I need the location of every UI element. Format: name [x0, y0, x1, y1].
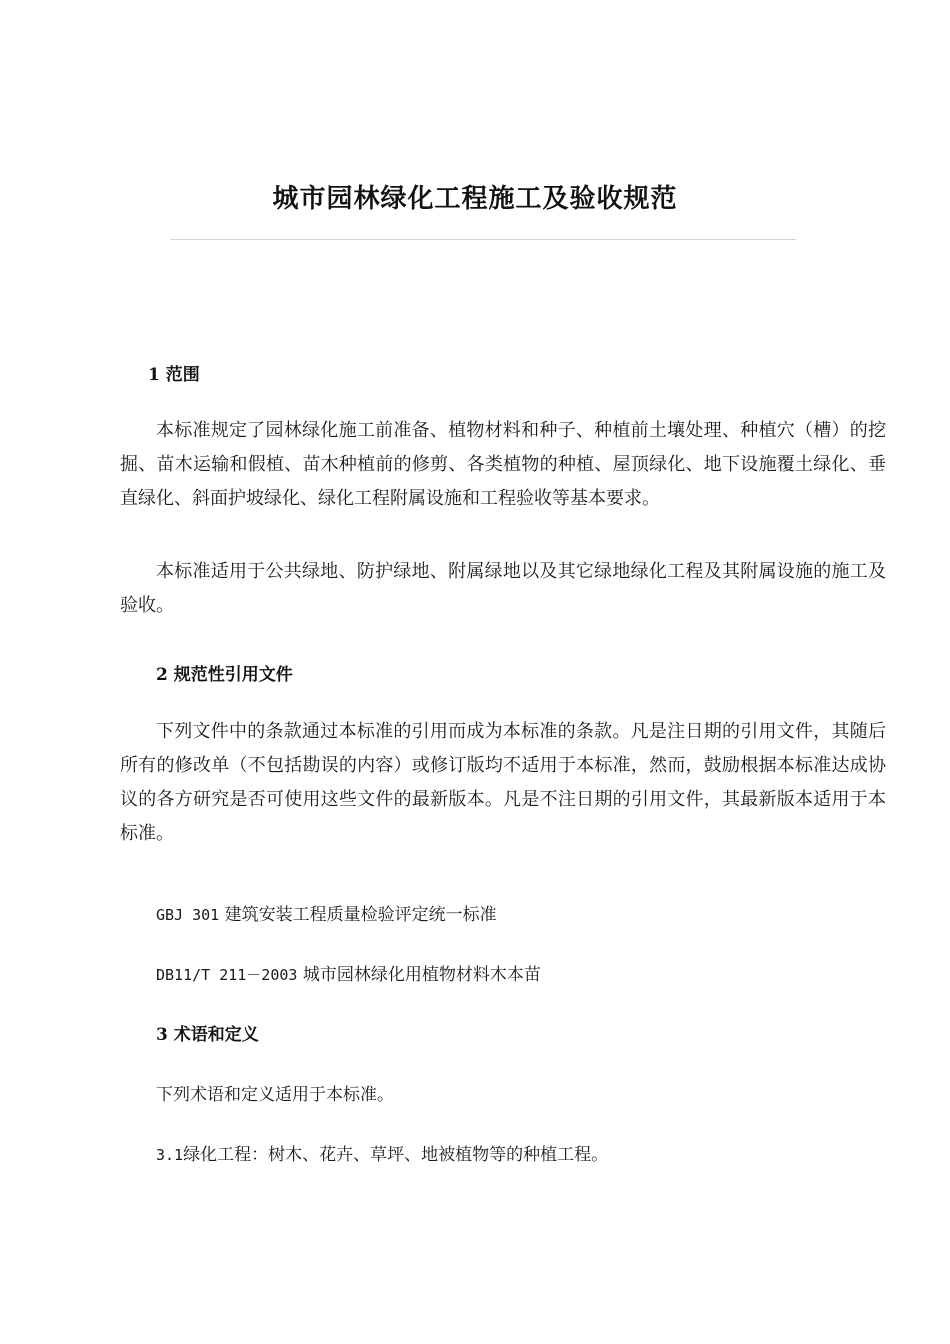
section-2-heading: 2 规范性引用文件	[156, 665, 293, 685]
reference-code: DB11/T 211－2003	[156, 966, 298, 984]
document-title: 城市园林绿化工程施工及验收规范	[272, 184, 678, 214]
section-3-intro: 下列术语和定义适用于本标准。	[156, 1085, 394, 1105]
reference-code: GBJ 301	[156, 906, 220, 924]
reference-item	[156, 900, 497, 925]
section-2-paragraph: 下列文件中的条款通过本标准的引用而成为本标准的条款。凡是注日期的引用文件，其随后所有的修改单（不包括勘误的内容）或修订版均不适用于本标准，然而，鼓励根据本标准达成协议的各方研究是否可使用这些文件的最新版本。凡是不注日期的引用文件，其最新版本适用于本标准。	[120, 721, 886, 844]
section-1-paragraph-1: 本标准规定了园林绿化施工前准备、植物材料和种子、种植前土壤处理、种植穴（槽）的挖掘、苗木运输和假植、苗木种植前的修剪、各类植物的种植、屋顶绿化、地下设施覆土绿化、垂直绿化、斜面护坡绿化、绿化工程附属设施和工程验收等基本要求。	[120, 420, 886, 509]
section-1-paragraph-2: 本标准适用于公共绿地、防护绿地、附属绿地以及其它绿地绿化工程及其附属设施的施工及验收。	[120, 561, 886, 616]
section-3-heading: 3 术语和定义	[156, 1025, 259, 1045]
reference-item	[156, 960, 541, 985]
title-divider	[170, 239, 796, 240]
term-number: 3.1	[156, 1146, 184, 1164]
section-1-heading: 1 范围	[148, 365, 200, 385]
term-text: 绿化工程：树木、花卉、草坪、地被植物等的种植工程。	[183, 1145, 609, 1165]
reference-name: 城市园林绿化用植物材料木本苗	[302, 965, 541, 985]
reference-name: 建筑安装工程质量检验评定统一标准	[224, 905, 497, 925]
term-definition	[156, 1140, 608, 1165]
